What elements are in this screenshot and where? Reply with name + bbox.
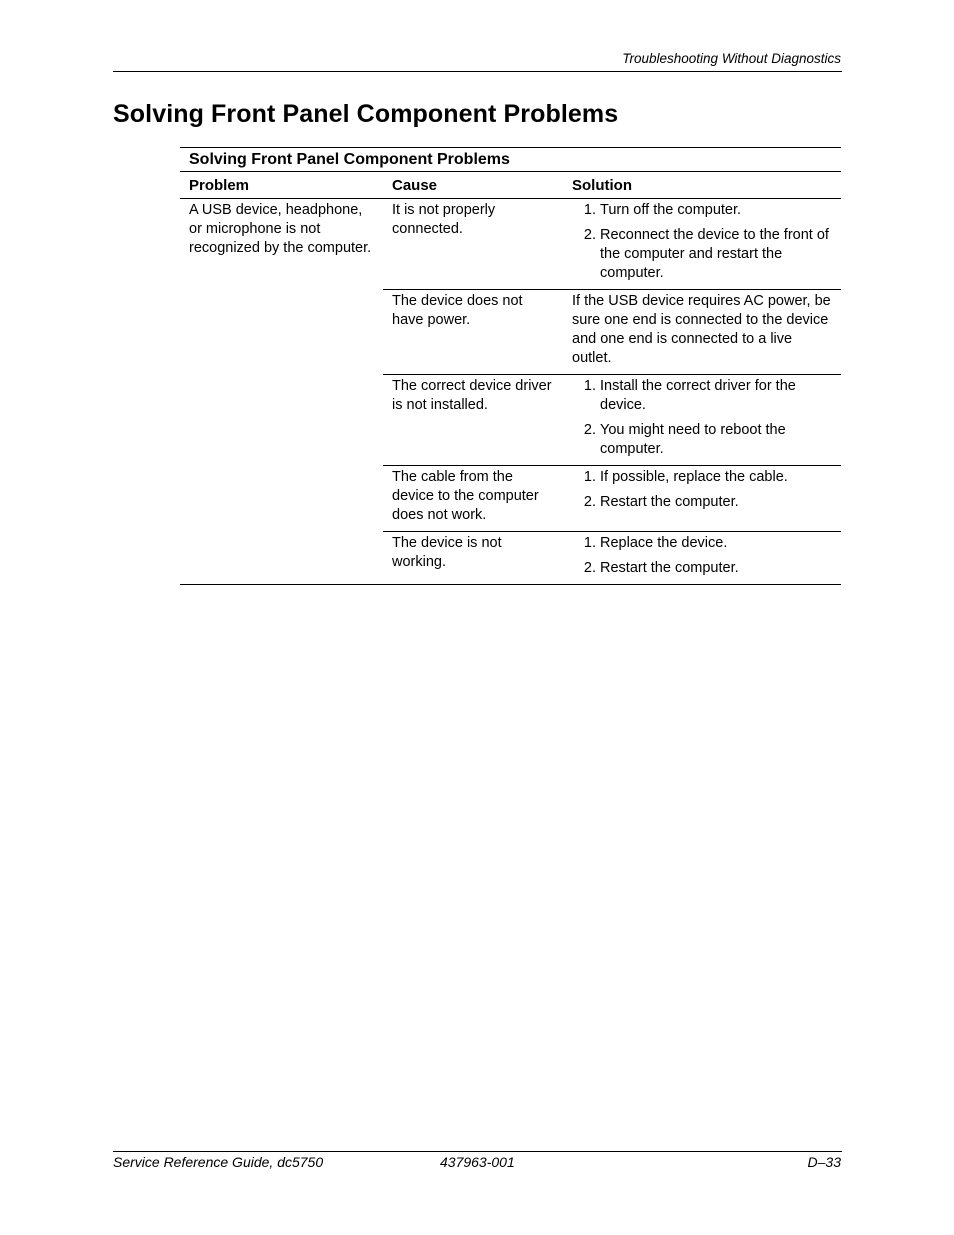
column-header-cause: Cause xyxy=(392,176,438,194)
cause-cell: The device does not have power. xyxy=(392,293,523,328)
solution-cell xyxy=(563,532,841,584)
running-header: Troubleshooting Without Diagnostics xyxy=(622,51,841,66)
solution-steps xyxy=(572,201,833,283)
cause-cell: The correct device driver is not installed. xyxy=(392,378,552,413)
solution-step: 1. If possible, replace the cable. xyxy=(600,468,833,487)
cause-solution-rows xyxy=(383,199,841,584)
problem-cell: A USB device, headphone, or microphone is not recognized by the computer. xyxy=(189,202,372,256)
solution-step: 1. Turn off the computer. xyxy=(600,201,833,220)
table-body xyxy=(180,199,841,584)
footer-page-number: D–33 xyxy=(807,1154,841,1170)
solution-step: 2. Restart the computer. xyxy=(600,559,833,578)
column-header-solution: Solution xyxy=(572,176,632,194)
header-rule xyxy=(113,71,842,72)
table-row xyxy=(383,375,841,466)
troubleshooting-table xyxy=(180,147,841,585)
table-row xyxy=(383,532,841,584)
table-row xyxy=(383,290,841,375)
table-row xyxy=(383,199,841,290)
solution-cell xyxy=(563,199,841,289)
footer-part-number: 437963-001 xyxy=(440,1154,515,1170)
table-caption: Solving Front Panel Component Problems xyxy=(180,148,841,172)
solution-step: 2. You might need to reboot the computer. xyxy=(600,421,833,459)
solution-cell xyxy=(563,375,841,465)
solution-step: 1. Install the correct driver for the device. xyxy=(600,377,833,415)
table-row xyxy=(383,466,841,532)
cause-cell: The device is not working. xyxy=(392,535,502,570)
solution-step: 2. Reconnect the device to the front of the computer and restart the computer. xyxy=(600,226,833,283)
solution-steps xyxy=(572,468,833,512)
table-header-row xyxy=(180,172,841,199)
cause-cell: It is not properly connected. xyxy=(392,202,496,237)
column-header-problem: Problem xyxy=(189,176,250,194)
solution-steps xyxy=(572,534,833,578)
footer-guide-title: Service Reference Guide, dc5750 xyxy=(113,1154,324,1170)
cause-cell: The cable from the device to the computer does not work. xyxy=(392,469,539,523)
solution-cell xyxy=(563,466,841,531)
footer-rule xyxy=(113,1151,842,1152)
solution-cell: If the USB device requires AC power, be sure one end is connected to the device and one end is connected to a live outlet. xyxy=(572,293,831,366)
solution-steps xyxy=(572,377,833,459)
solution-step: 1. Replace the device. xyxy=(600,534,833,553)
solution-step: 2. Restart the computer. xyxy=(600,493,833,512)
page-title: Solving Front Panel Component Problems xyxy=(113,100,619,128)
